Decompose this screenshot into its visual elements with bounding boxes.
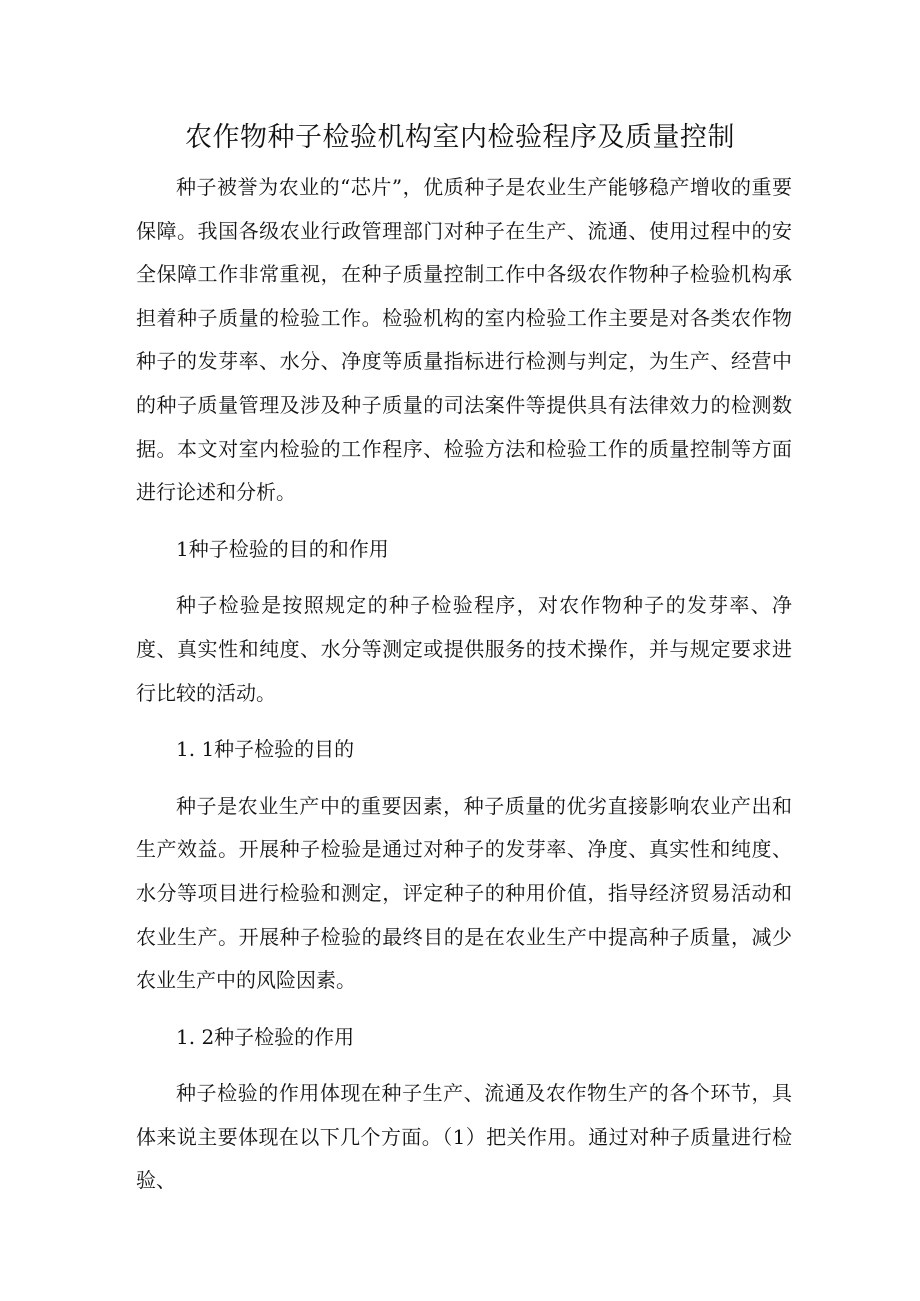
document-body (136, 166, 792, 1203)
paragraph-gap (136, 772, 792, 785)
paragraph-gap (136, 1059, 792, 1072)
paragraph-gap (136, 571, 792, 584)
paragraph-intro: 种子被誉为农业的“芯片”，优质种子是农业生产能够稳产增收的重要保障。我国各级农业行政管理部门对种子在生产、流通、使用过程中的安全保障工作非常重视，在种子质量控制工作中各级农作物种子检验机构承担着种子质量的检验工作。检验机构的室内检验工作主要是对各类农作物种子的发芽率、水分、净度等质量指标进行检测与判定，为生产、经营中的种子质量管理及涉及种子质量的司法案件等提供具有法律效力的检测数据。本文对室内检验的工作程序、检验方法和检验工作的质量控制等方面进行论述和分析。 (136, 175, 792, 505)
document-title: 农作物种子检验机构室内检验程序及质量控制 (185, 122, 735, 153)
paragraph-section-1: 种子检验是按照规定的种子检验程序，对农作物种子的发芽率、净度、真实性和纯度、水分等测定或提供服务的技术操作，并与规定要求进行比较的活动。 (136, 593, 792, 705)
section-heading-1-1: 1. 1种子检验的目的 (176, 737, 355, 762)
paragraph-section-1-1: 种子是农业生产中的重要因素，种子质量的优劣直接影响农业产出和生产效益。开展种子检验是通过对种子的发芽率、净度、真实性和纯度、水分等项目进行检验和测定，评定种子的种用价值，指导经济贸易活动和农业生产。开展种子检验的最终目的是在农业生产中提高种子质量，减少农业生产中的风险因素。 (136, 793, 792, 993)
section-heading-1: 1种子检验的目的和作用 (176, 536, 389, 561)
section-heading-1-2: 1. 2种子检验的作用 (176, 1024, 355, 1049)
paragraph-gap (136, 715, 792, 728)
paragraph-gap (136, 515, 792, 528)
paragraph-section-1-2: 种子检验的作用体现在种子生产、流通及农作物生产的各个环节，具体来说主要体现在以下几个方面。（1）把关作用。通过对种子质量进行检验、 (136, 1081, 792, 1193)
paragraph-gap (136, 1003, 792, 1016)
